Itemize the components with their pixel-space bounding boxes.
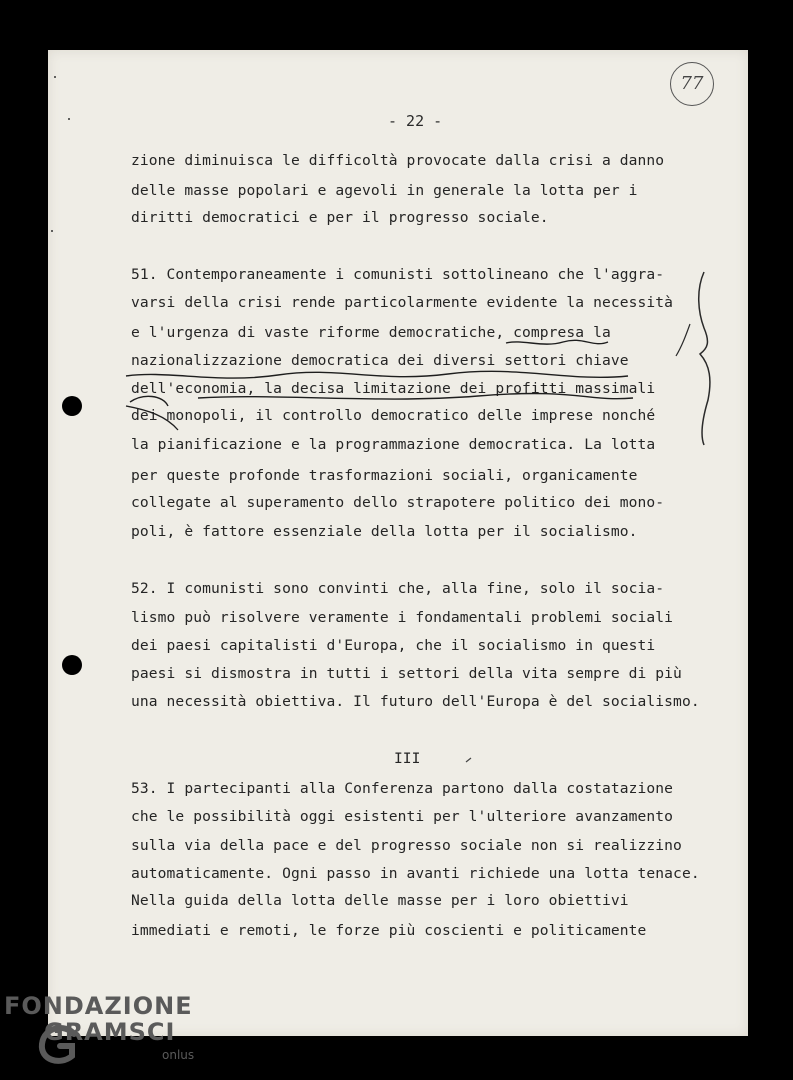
- text-line: automaticamente. Ogni passo in avanti richiede una lotta tenace.: [131, 865, 700, 882]
- page-number: - 22 -: [388, 112, 443, 130]
- text-line: poli, è fattore essenziale della lotta per il socialismo.: [131, 523, 638, 540]
- paper-speck: [54, 76, 56, 78]
- handwritten-folio-number: 77: [670, 62, 714, 106]
- document-page: [48, 50, 748, 1036]
- text-line: la pianificazione e la programmazione democratica. La lotta: [131, 436, 656, 453]
- tick-mark-section: [466, 758, 471, 762]
- text-line: nazionalizzazione democratica dei diversi settori chiave: [131, 352, 629, 369]
- paper-speck: [68, 118, 70, 120]
- punch-hole: [62, 655, 82, 675]
- fondazione-gramsci-watermark: [4, 992, 204, 1072]
- text-line: per queste profonde trasformazioni sociali, organicamente: [131, 467, 638, 484]
- watermark-suffix: onlus: [162, 1048, 195, 1062]
- text-line: una necessità obiettiva. Il futuro dell'Europa è del socialismo.: [131, 693, 700, 710]
- text-line: 51. Contemporaneamente i comunisti sottolineano che l'aggra-: [131, 266, 665, 283]
- punch-hole: [62, 396, 82, 416]
- text-line: e l'urgenza di vaste riforme democratiche, compresa la: [131, 324, 611, 341]
- text-line: Nella guida della lotta delle masse per i loro obiettivi: [131, 892, 629, 909]
- text-line: sulla via della pace e del progresso sociale non si realizzino: [131, 837, 682, 854]
- text-line: dei paesi capitalisti d'Europa, che il socialismo in questi: [131, 637, 656, 654]
- text-line: immediati e remoti, le forze più coscienti e politicamente: [131, 922, 647, 939]
- text-line: zione diminuisca le difficoltà provocate dalla crisi a danno: [131, 152, 665, 169]
- watermark-line1: FONDAZIONE: [4, 992, 193, 1020]
- text-line: lismo può risolvere veramente i fondamentali problemi sociali: [131, 609, 674, 626]
- margin-bracket: [699, 272, 710, 445]
- text-line: dei monopoli, il controllo democratico delle imprese nonché: [131, 407, 656, 424]
- text-line: delle masse popolari e agevoli in generale la lotta per i: [131, 182, 638, 199]
- text-line: diritti democratici e per il progresso sociale.: [131, 209, 549, 226]
- text-line: che le possibilità oggi esistenti per l'ulteriore avanzamento: [131, 808, 674, 825]
- text-line: collegate al superamento dello strapotere politico dei mono-: [131, 494, 665, 511]
- text-line: 53. I partecipanti alla Conferenza partono dalla costatazione: [131, 780, 674, 797]
- text-line: paesi si dismostra in tutti i settori della vita sempre di più: [131, 665, 682, 682]
- section-heading: III: [394, 750, 421, 767]
- wavy-underline-settori: [126, 371, 628, 378]
- text-line: dell'economia, la decisa limitazione dei profitti massimali: [131, 380, 656, 397]
- watermark-line2: GRAMSCI: [44, 1018, 176, 1046]
- text-line: varsi della crisi rende particolarmente evidente la necessità: [131, 294, 674, 311]
- paper-speck: [51, 230, 53, 232]
- text-line: 52. I comunisti sono convinti che, alla fine, solo il socia-: [131, 580, 665, 597]
- margin-tick: [676, 324, 690, 356]
